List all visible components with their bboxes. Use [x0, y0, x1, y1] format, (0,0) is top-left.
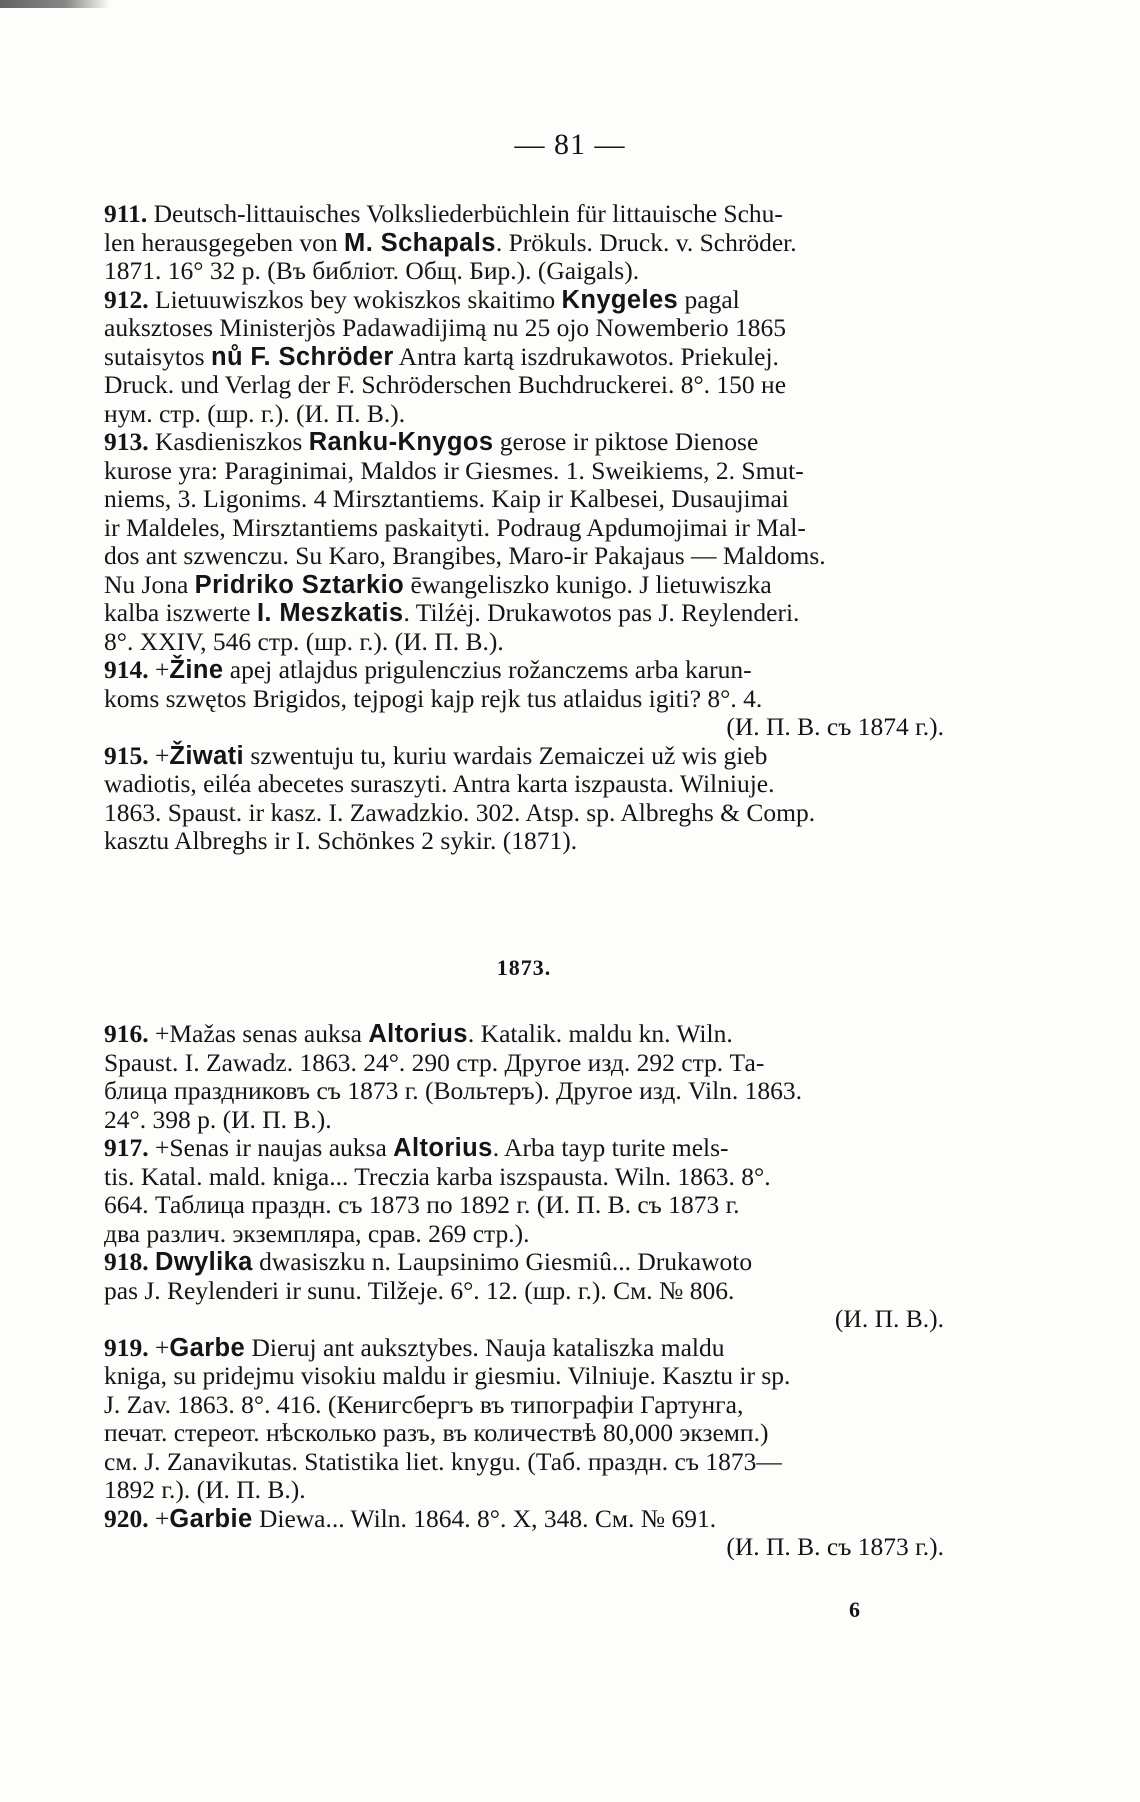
entry-text: gerose ir piktose Dienose [493, 427, 759, 456]
scan-edge-mark [0, 0, 110, 8]
entry-text: dos ant szwenczu. Su Karo, Brangibes, Maro-ir Pakajaus — Maldoms. [104, 541, 826, 570]
entry-text: ēwangeliszko kunigo. J lietuwiszka [404, 569, 772, 599]
entry-text: Nu Jona [104, 569, 195, 599]
entry-title-keyword: Ranku-Knygos [308, 428, 494, 456]
entry-913 [104, 428, 944, 656]
entry-text: ir Maldeles, Mirsztantiems paskaityti. Podraug Apdumojimai ir Mal- [104, 512, 806, 542]
entry-line [104, 542, 944, 571]
entry-line [104, 485, 944, 514]
entry-line [104, 1476, 944, 1505]
entry-number: 916. [104, 1019, 155, 1048]
entry-text: Dieruj ant auksztybes. Nauja kataliszka maldu [245, 1332, 725, 1362]
entry-text: (И. П. В.). [834, 1304, 944, 1333]
entry-line [104, 1362, 944, 1391]
entry-text: Druck. und Verlag der F. Schröderschen Buchdruckerei. 8°. 150 не [104, 370, 787, 399]
entry-number: 919. [104, 1332, 155, 1362]
entry-text: wadiotis, eiléa abecetes suraszyti. Antra karta iszpausta. Wilniuje. [104, 769, 775, 798]
entry-line [104, 1020, 944, 1049]
entry-line [104, 371, 944, 400]
entry-title-keyword: Žiwati [169, 741, 245, 770]
entry-text: pas J. Reylenderi ir sunu. Tilžeje. 6°. 12. (шр. г.). См. № 806. [104, 1275, 735, 1305]
entry-line [104, 457, 944, 486]
entry-text: Lietuuwiszkos bey wokiszkos skaitimo [155, 284, 562, 314]
entry-text: apej atlajdus prigulenczius rožanczems arba karun- [223, 655, 752, 684]
entry-text: печат. стереот. нѣсколько разъ, въ количествѣ 80,000 экземп.) [104, 1418, 769, 1447]
entries-after-year [104, 1020, 944, 1562]
entry-title-keyword: Altorius [368, 1020, 468, 1048]
entry-title-keyword: Žine [169, 656, 224, 684]
entry-line [104, 1448, 944, 1477]
entry-911 [104, 200, 944, 286]
entry-text: kasztu Albreghs ir I. Schönkes 2 sykir. (1871). [104, 826, 578, 855]
entry-text: auksztoses Ministerjòs Padawadijimą nu 25 ojo Nowemberio 1865 [104, 313, 787, 342]
entry-number: 911. [104, 199, 154, 228]
entry-line [104, 1134, 944, 1163]
entry-title-keyword: M. Schapals [344, 228, 496, 257]
entry-text: tis. Katal. mald. kniga... Treczia karba iszspausta. Wiln. 1863. 8°. [104, 1161, 771, 1191]
entry-text: 1863. Spaust. ir kasz. I. Zawadzkio. 302. Atsp. sp. Albreghs & Comp. [104, 797, 816, 827]
entry-text: J. Zav. 1863. 8°. 416. (Кенигсбергъ въ типографіи Гартунга, [104, 1389, 744, 1419]
entry-text: kurose yra: Paraginimai, Maldos ir Giesmes. 1. Sweikiems, 2. Smut- [104, 455, 804, 485]
entry-text: 664. Таблица праздн. съ 1873 по 1892 г. (И. П. В. съ 1873 г. [104, 1190, 740, 1219]
entry-text: len herausgegeben von [104, 227, 345, 257]
entry-text: niems, 3. Ligonims. 4 Mirsztantiems. Kaip ir Kalbesei, Dusaujimai [104, 484, 789, 513]
entry-text: Kasdieniszkos [155, 427, 309, 456]
entry-line [104, 713, 944, 742]
entry-text: + [155, 740, 170, 770]
entry-number: 914. [104, 655, 155, 684]
entry-line [104, 257, 944, 286]
entry-text: Spaust. I. Zawadz. 1863. 24°. 290 стр. Другое изд. 292 стр. Та- [104, 1047, 765, 1077]
entry-title-keyword: nů F. Schröder [210, 342, 394, 371]
entry-title-keyword: Garbe [169, 1333, 246, 1362]
entry-text: см. J. Zanavikutas. Statistika liet. knygu. (Таб. праздн. съ 1873— [104, 1446, 782, 1476]
entry-914 [104, 656, 944, 742]
entry-title-keyword: Altorius [393, 1134, 493, 1162]
year-header: 1873. [496, 954, 552, 980]
entry-916 [104, 1020, 944, 1134]
entry-title-keyword: Knygeles [561, 285, 679, 314]
entry-920 [104, 1505, 944, 1562]
entry-text: . Tilźėj. Drukawotos pas J. Reylenderi. [403, 598, 800, 627]
entry-917 [104, 1134, 944, 1248]
entry-text: +Senas ir naujas auksa [155, 1133, 394, 1162]
entries-before-year [104, 200, 944, 856]
entry-line [104, 1334, 944, 1363]
entry-line [104, 1391, 944, 1420]
entry-line [104, 656, 944, 685]
entry-text: szwentuju tu, kuriu wardais Zemaiczei už wis gieb [244, 740, 768, 770]
entry-text: Antra kartą iszdrukawotos. Priekulej. [393, 341, 779, 371]
entry-line [104, 571, 944, 600]
entry-line [104, 286, 944, 315]
entry-line [104, 1191, 944, 1220]
entry-line [104, 799, 944, 828]
entry-text: koms szwętos Brigidos, tejpogi kajp rejk tus atlaidus igiti? 8°. 4. [104, 683, 763, 713]
entry-line [104, 685, 944, 714]
entry-line [104, 742, 944, 771]
entry-line [104, 400, 944, 429]
entry-line [104, 1305, 944, 1334]
entry-title-keyword: Garbie [169, 1504, 253, 1533]
entry-line [104, 1077, 944, 1106]
entry-text: + [155, 1503, 170, 1533]
entry-line [104, 1163, 944, 1192]
entry-text: + [155, 1332, 170, 1362]
entry-number: 913. [104, 427, 155, 456]
entry-line [104, 343, 944, 372]
entry-title-keyword: Dwylika [155, 1248, 253, 1276]
entry-919 [104, 1334, 944, 1505]
entry-text: pagal [678, 284, 740, 314]
entry-line [104, 770, 944, 799]
entry-text: . Prökuls. Druck. v. Schröder. [495, 227, 797, 257]
bibliography-entries [104, 200, 944, 1562]
entry-text: 24°. 398 р. (И. П. В.). [104, 1104, 332, 1134]
entry-number: 915. [104, 740, 155, 770]
entry-text: два различ. экземпляра, срав. 269 стр.). [104, 1218, 530, 1248]
entry-text: + [155, 655, 170, 684]
entry-line [104, 428, 944, 457]
entry-text: . Katalik. maldu kn. Wiln. [467, 1019, 733, 1048]
entry-number: 917. [104, 1133, 155, 1162]
entry-text: dwasiszku n. Laupsinimo Giesmiû... Drukawoto [252, 1247, 753, 1276]
entry-line [104, 1419, 944, 1448]
entry-line [104, 1106, 944, 1135]
entry-number: 918. [104, 1247, 155, 1276]
entry-line [104, 1248, 944, 1277]
entry-text: kalba iszwerte [104, 598, 257, 627]
entry-text: Diewa... Wiln. 1864. 8°. X, 348. См. № 691. [252, 1503, 717, 1533]
entry-line [104, 314, 944, 343]
entry-text: 1871. 16° 32 p. (Въ библіот. Общ. Бир.). (Gaigals). [104, 256, 640, 285]
entry-line [104, 599, 944, 628]
entry-text: нум. стр. (шр. г.). (И. П. В.). [104, 398, 406, 428]
page-number: — 81 — [514, 128, 626, 161]
entry-line [104, 1533, 944, 1562]
entry-line [104, 200, 944, 229]
entry-number: 920. [104, 1503, 155, 1533]
entry-title-keyword: I. Meszkatis [256, 599, 404, 627]
entry-text: 8°. XXIV, 546 стр. (шр. г.). (И. П. В.). [104, 626, 504, 656]
entry-918 [104, 1248, 944, 1334]
entry-text: (И. П. В. съ 1873 г.). [726, 1532, 944, 1561]
entry-915 [104, 742, 944, 856]
entry-text: . Arba tayp turite mels- [492, 1133, 729, 1162]
entry-text: sutaisytos [104, 341, 211, 371]
entry-line [104, 628, 944, 657]
entry-line [104, 827, 944, 856]
entry-line [104, 1220, 944, 1249]
printer-signature-mark: 6 [849, 1597, 860, 1622]
entry-line [104, 229, 944, 258]
entry-912 [104, 286, 944, 429]
entry-line [104, 1049, 944, 1078]
entry-title-keyword: Pridriko Sztarkio [194, 570, 405, 599]
entry-text: 1892 г.). (И. П. В.). [104, 1475, 306, 1504]
entry-line [104, 1505, 944, 1534]
entry-text: kniga, su pridejmu visokiu maldu ir giesmiu. Vilniuje. Kasztu ir sp. [104, 1361, 791, 1390]
entry-text: блица праздниковъ съ 1873 г. (Вольтеръ). Другое изд. Viln. 1863. [104, 1076, 803, 1105]
entry-line [104, 514, 944, 543]
entry-text: Deutsch-littauisches Volksliederbüchlein für littauische Schu- [153, 199, 783, 228]
entry-number: 912. [104, 284, 155, 314]
entry-text: (И. П. В. съ 1874 г.). [726, 712, 944, 741]
entry-text: +Mažas senas auksa [155, 1019, 369, 1048]
entry-line [104, 1277, 944, 1306]
